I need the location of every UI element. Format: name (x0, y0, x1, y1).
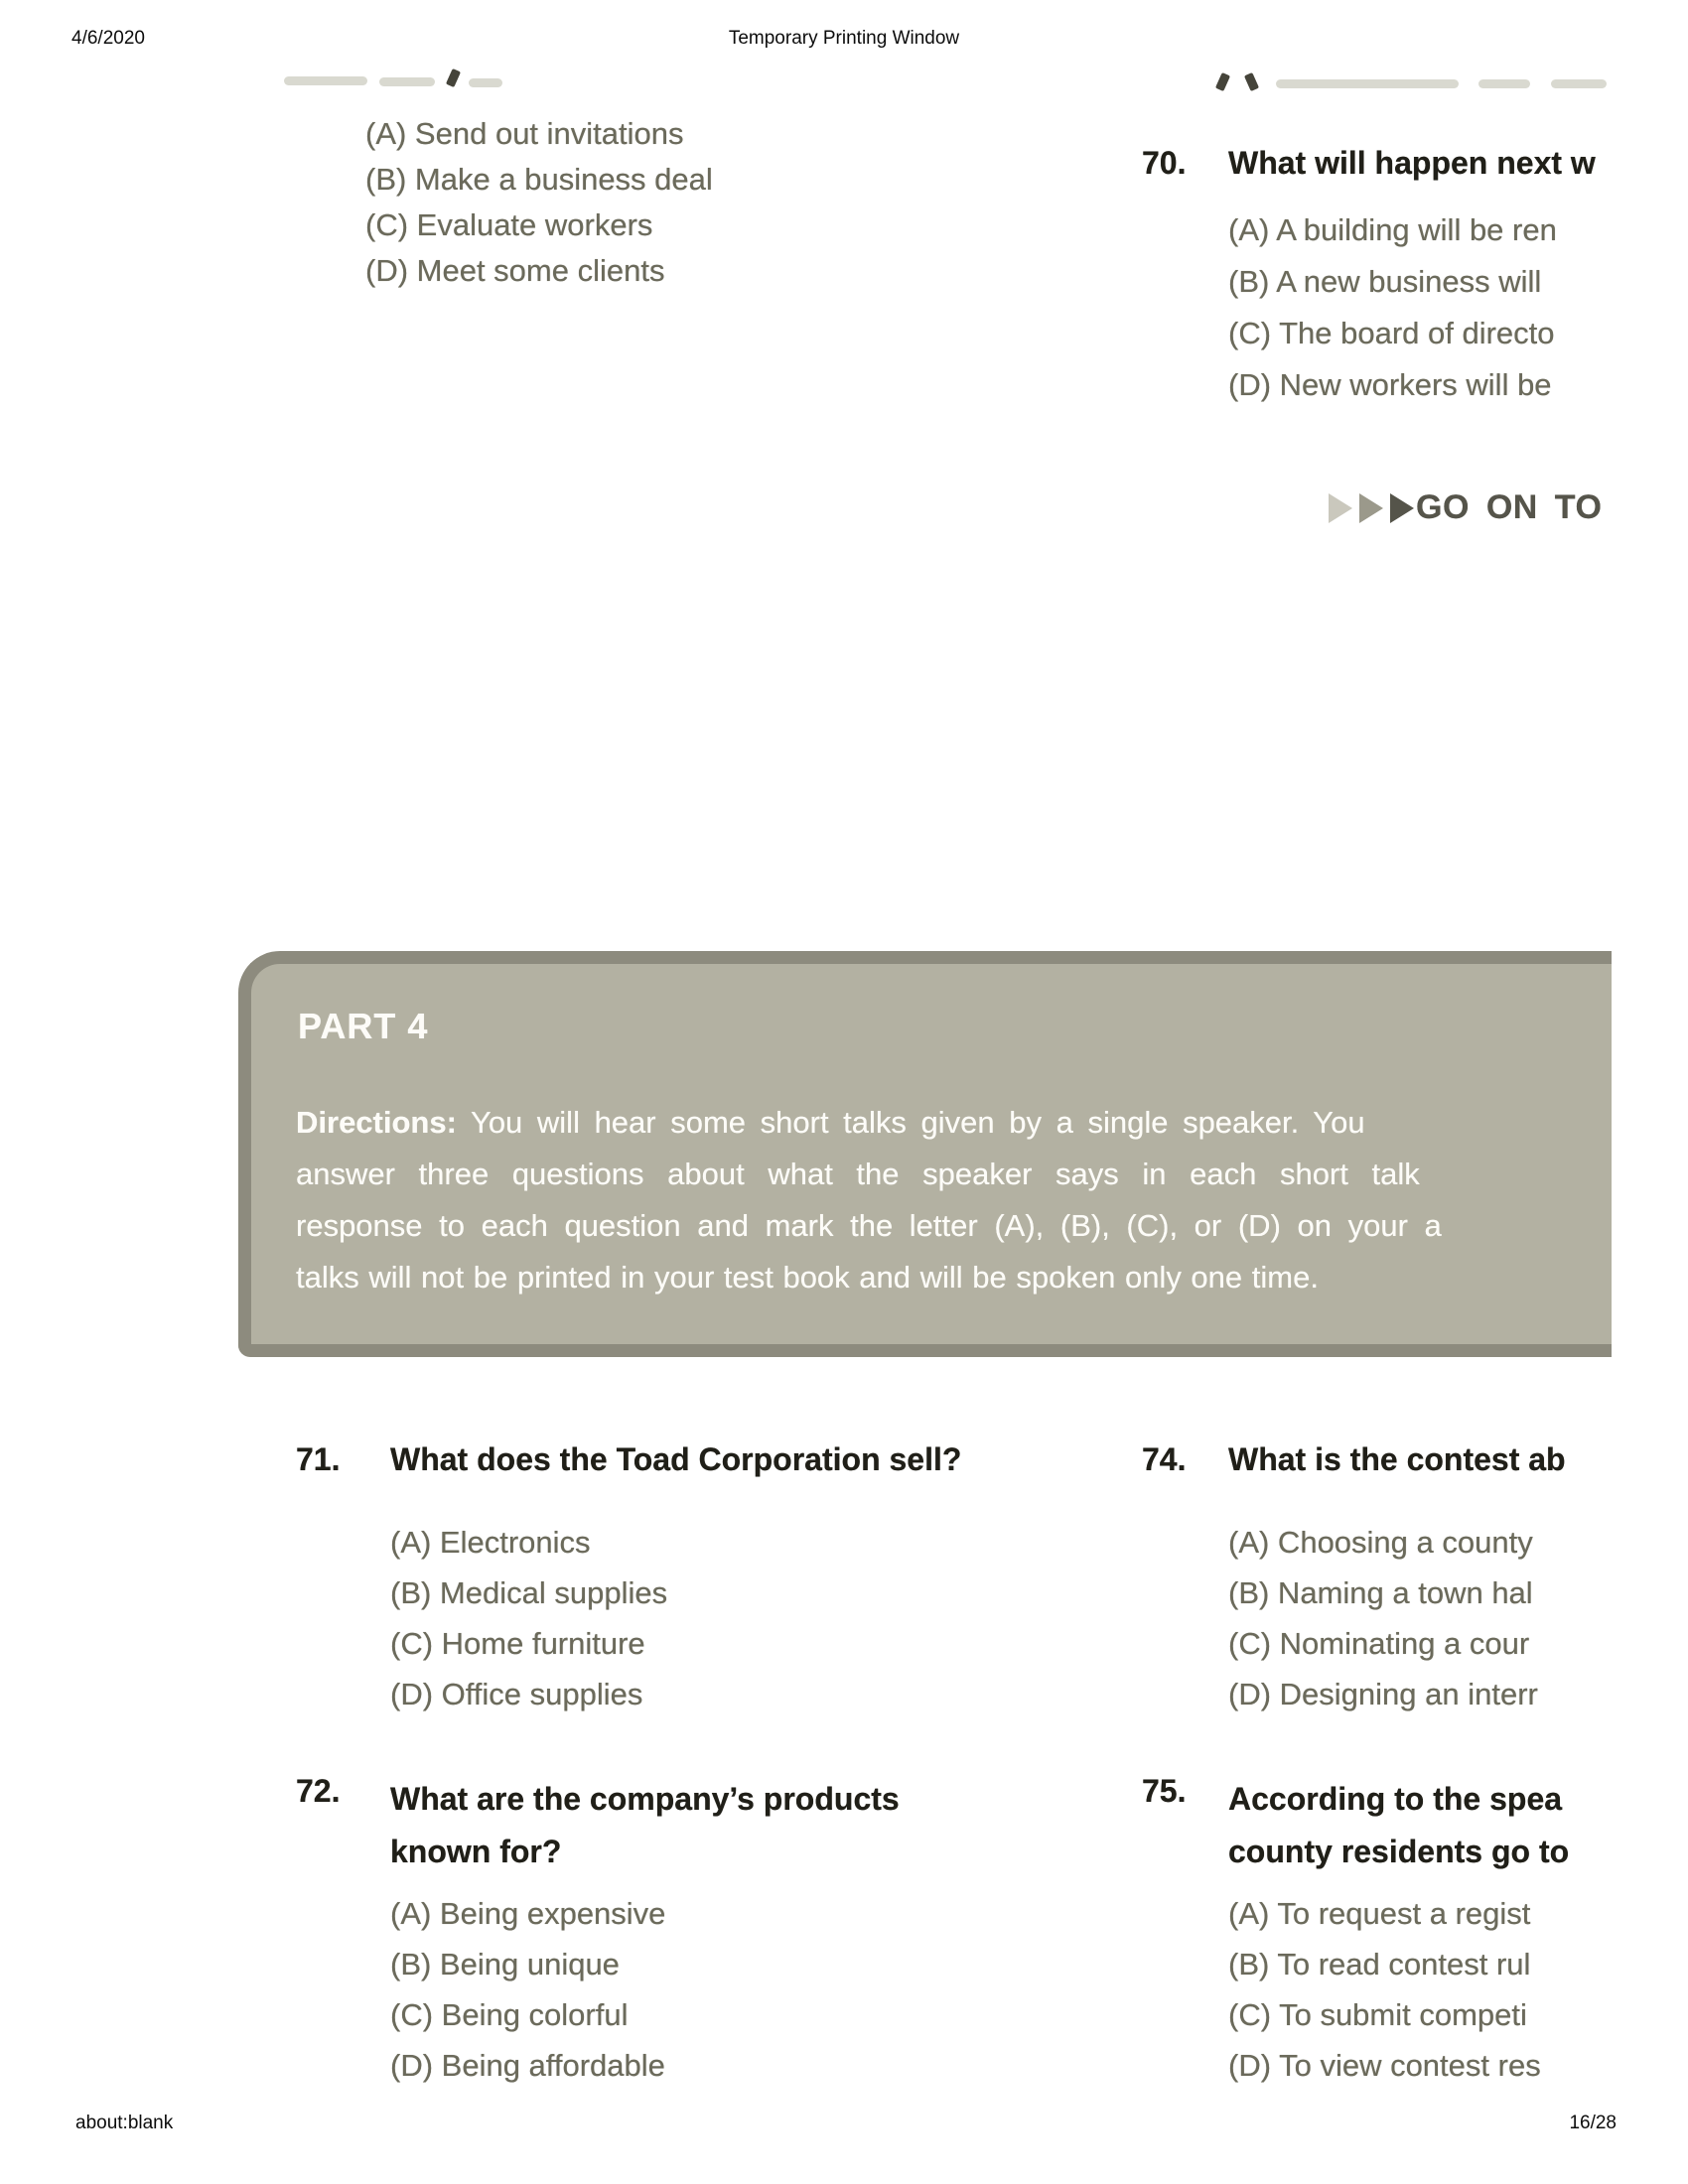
stem-line: known for? (390, 1834, 562, 1869)
part4-directions-box (238, 951, 1612, 1357)
option-a: (A) To request a regist (1228, 1896, 1531, 1931)
option-d: (D) Designing an interr (1228, 1677, 1538, 1711)
directions-line: answer three questions about what the speaker says in each short talk (296, 1157, 1420, 1191)
arrow-right-icon (1390, 493, 1414, 523)
option-d: (D) Office supplies (390, 1677, 643, 1711)
arrow-right-icon (1359, 493, 1383, 523)
question-69-options (365, 111, 842, 294)
option-c: (C) To submit competi (1228, 1997, 1527, 2032)
option-c: (C) Being colorful (390, 1997, 629, 2032)
question-74-options (1228, 1517, 1612, 1719)
option-a: (A) Send out invitations (365, 116, 684, 151)
faded-text-bar (1276, 79, 1459, 88)
question-72-number: 72. (296, 1773, 341, 1809)
question-71-stem: What does the Toad Corporation sell? (390, 1441, 962, 1477)
part4-heading: PART 4 (298, 1006, 429, 1046)
option-a: (A) Electronics (390, 1525, 591, 1560)
option-b: (B) Naming a town hal (1228, 1575, 1533, 1610)
question-75-number: 75. (1142, 1773, 1187, 1809)
go-on-to-banner (1329, 488, 1602, 527)
option-d: (D) Being affordable (390, 2048, 665, 2083)
directions-line: talks will not be printed in your test book and will be spoken only one time. (296, 1260, 1319, 1295)
stem-line: According to the spea (1228, 1781, 1563, 1817)
part4-directions (296, 1097, 1618, 1303)
option-a: (A) Being expensive (390, 1896, 666, 1931)
directions-label: Directions: (296, 1105, 457, 1140)
question-70-options (1228, 205, 1612, 411)
option-b: (B) Make a business deal (365, 162, 713, 197)
stem-line: county residents go to (1228, 1834, 1570, 1869)
faded-glyph-mark (1244, 72, 1259, 91)
question-71-number: 71. (296, 1441, 341, 1477)
arrow-right-icon (1329, 493, 1352, 523)
faded-text-bar (1478, 79, 1530, 88)
question-70-number: 70. (1142, 145, 1187, 181)
option-b: (B) Being unique (390, 1947, 620, 1981)
option-d: (D) To view contest res (1228, 2048, 1541, 2083)
option-b: (B) To read contest rul (1228, 1947, 1531, 1981)
option-c: (C) Home furniture (390, 1626, 645, 1661)
question-74-number: 74. (1142, 1441, 1187, 1477)
faded-text-bar (379, 77, 435, 86)
header-date: 4/6/2020 (71, 28, 145, 49)
option-a: (A) A building will be ren (1228, 212, 1557, 247)
faded-glyph-mark (446, 68, 461, 87)
question-75-options (1228, 1888, 1612, 2091)
faded-text-bar (1551, 79, 1607, 88)
header-title: Temporary Printing Window (728, 28, 960, 49)
option-c: (C) Nominating a cour (1228, 1626, 1530, 1661)
option-d: (D) New workers will be (1228, 367, 1552, 402)
option-c: (C) The board of directo (1228, 316, 1555, 350)
question-72-stem (390, 1773, 1085, 1878)
option-b: (B) Medical supplies (390, 1575, 668, 1610)
option-c: (C) Evaluate workers (365, 207, 653, 242)
faded-text-bar (469, 78, 502, 87)
question-71-options (390, 1517, 907, 1719)
option-d: (D) Meet some clients (365, 253, 665, 288)
footer-url: about:blank (75, 2113, 174, 2133)
faded-text-bar (284, 76, 367, 85)
question-70-stem: What will happen next w (1228, 145, 1596, 181)
faded-glyph-mark (1215, 72, 1230, 91)
directions-line: Directions: You will hear some short talks given by a single speaker. You (296, 1105, 1365, 1140)
question-75-stem (1228, 1773, 1612, 1878)
stem-line: What are the company’s products (390, 1781, 900, 1817)
footer-page-number: 16/28 (1569, 2113, 1617, 2133)
option-a: (A) Choosing a county (1228, 1525, 1533, 1560)
directions-line: response to each question and mark the letter (A), (B), (C), or (D) on your a (296, 1208, 1442, 1243)
question-72-options (390, 1888, 907, 2091)
option-b: (B) A new business will (1228, 264, 1542, 299)
question-74-stem: What is the contest ab (1228, 1441, 1566, 1477)
go-on-to-label: GO ON TO (1416, 488, 1603, 526)
